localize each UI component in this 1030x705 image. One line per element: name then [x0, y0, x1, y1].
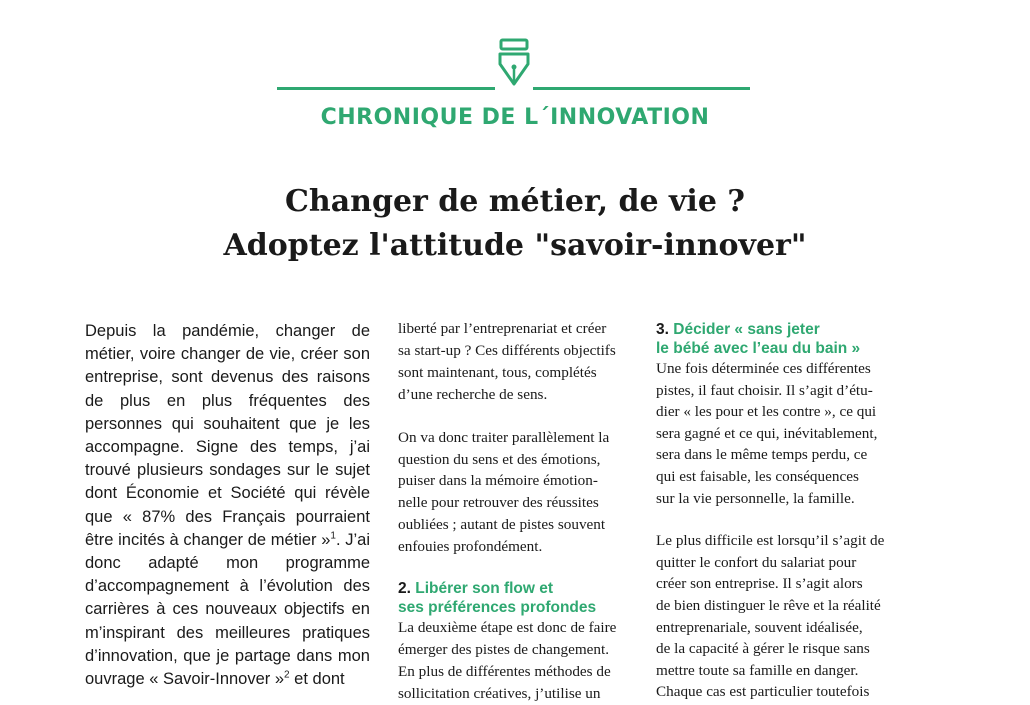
col2-paragraph-1: [398, 318, 628, 406]
fountain-pen-nib-icon: [494, 38, 534, 88]
text-line: de bien distinguer le rêve et la réalité: [656, 596, 881, 614]
text-line: nelle pour retrouver des réussites: [398, 494, 599, 512]
col3-paragraph-2: [656, 530, 888, 703]
text-line: enfouies profondément.: [398, 538, 543, 556]
text-line: qui est faisable, les conséquences: [656, 467, 859, 485]
text-line: sont maintenant, tous, complétés: [398, 363, 597, 381]
text-line: pistes, il faut choisir. Il s’agit d’étu-: [656, 381, 873, 399]
headline-line-1: Changer de métier, de vie ?: [285, 184, 745, 219]
text-line: sa start-up ? Ces différents objectifs: [398, 341, 616, 359]
text-line: Chaque cas est particulier toutefois: [656, 683, 870, 701]
header-rule-right: [533, 87, 750, 90]
column-1-paragraph: [85, 320, 370, 691]
text-line: d’une recherche de sens.: [398, 385, 548, 403]
section-title: CHRONIQUE DE L´INNOVATION: [320, 105, 710, 130]
col1-text-c: et dont: [289, 670, 345, 689]
article-column-3: [656, 320, 888, 703]
col1-text-a: Depuis la pandémie, changer de métier, voire changer de vie, créer son entreprise, sont devenus des raisons de plus en plus fréquentes des personnes qui souhaitent que je les accompagne. Signe des temps, j’ai trouvé plusieurs sondages sur le sujet dont Économie et Société qui révèle que « 87% des Français pourraient être incités à changer de métier »: [85, 322, 370, 549]
text-line: de la capacité à gérer le risque sans: [656, 640, 870, 658]
text-line: oubliées ; autant de pistes souvent: [398, 516, 606, 534]
subheading-2-number: 2.: [398, 580, 411, 598]
col2-paragraph-2: [398, 427, 628, 558]
text-line: quitter le confort du salariat pour: [656, 553, 857, 571]
col2-paragraph-3: [398, 617, 628, 705]
article-column-1: [85, 320, 370, 691]
text-line: entreprenariale, souvent idéalisée,: [656, 618, 863, 636]
headline-line-2: Adoptez l'attitude "savoir-innover": [223, 228, 807, 263]
header-rule-left: [277, 87, 495, 90]
text-line: La deuxième étape est donc de faire: [398, 619, 617, 637]
article-column-2: [398, 318, 628, 705]
text-line: sollicitation créatives, j’utilise un: [398, 684, 601, 702]
subheading-3-line-2: le bébé avec l’eau du bain »: [656, 340, 861, 357]
text-line: Une fois déterminée ces différentes: [656, 360, 871, 377]
footnote-ref-1: 1: [330, 530, 336, 542]
subheading-2: [398, 579, 628, 617]
subheading-3-number: 3.: [656, 321, 669, 338]
subheading-2-line-2: ses préférences profondes: [398, 599, 597, 617]
subheading-3: [656, 320, 888, 358]
text-line: question du sens et des émotions,: [398, 450, 601, 468]
text-line: émerger des pistes de changement.: [398, 640, 610, 658]
text-line: mettre toute sa famille en danger.: [656, 661, 859, 679]
col3-paragraph-1: [656, 358, 888, 509]
text-line: puiser dans la mémoire émotion-: [398, 472, 598, 490]
text-line: En plus de différentes méthodes de: [398, 662, 611, 680]
text-line: sur la vie personnelle, la famille.: [656, 489, 855, 507]
text-line: Le plus difficile est lorsqu’il s’agit de: [656, 532, 885, 550]
text-line: liberté par l’entreprenariat et créer: [398, 320, 607, 337]
text-line: On va donc traiter parallèlement la: [398, 428, 610, 446]
footnote-ref-2: 2: [284, 669, 290, 681]
article-headline: [0, 180, 1030, 268]
text-line: créer son entreprise. Il s’agit alors: [656, 575, 863, 593]
subheading-3-line-1: Décider « sans jeter: [673, 321, 820, 338]
col1-text-b: . J’ai donc adapté mon programme d’accompagnement à l’évolution des carrières à ces nouveaux objectifs en m’inspirant des meilleures pratiques d’innovation, que je partage dans mon ouvrage « Savoir-Innover »: [85, 530, 370, 689]
subheading-2-line-1: Libérer son flow et: [415, 580, 554, 598]
text-line: sera dans le même temps perdu, ce: [656, 446, 868, 464]
text-line: sera gagné et ce qui, inévitablement,: [656, 424, 878, 442]
text-line: dier « les pour et les contre », ce qui: [656, 403, 877, 421]
